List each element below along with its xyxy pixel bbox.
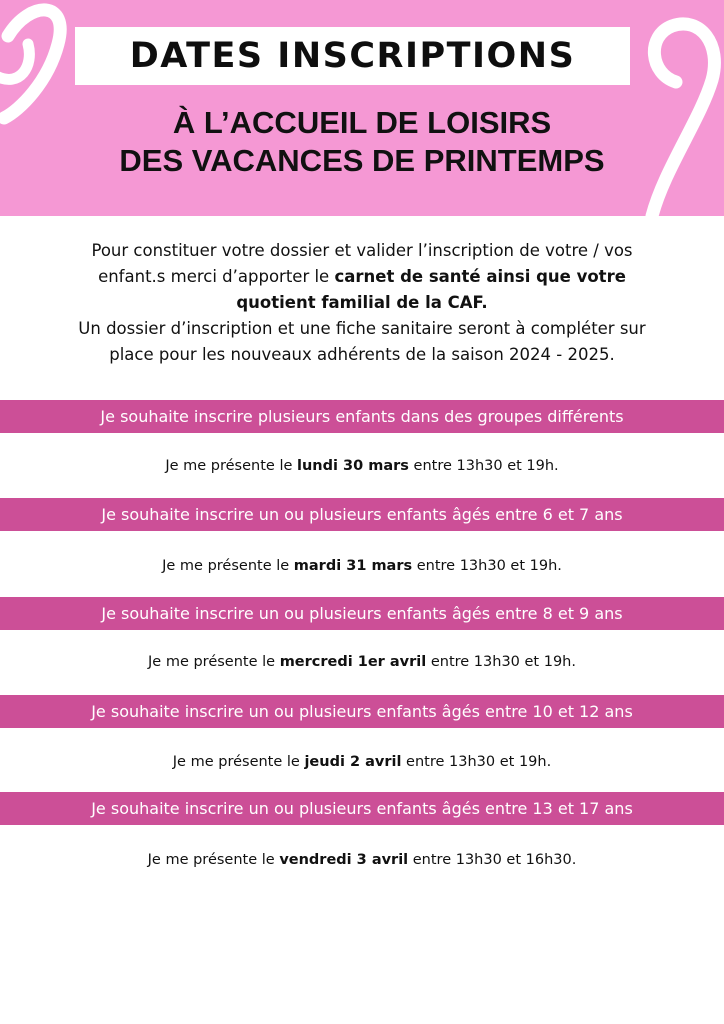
intro-text: enfant.s merci d’apporter le xyxy=(98,267,335,286)
subtitle-line-1: À L’ACCUEIL DE LOISIRS xyxy=(172,105,552,140)
date-day: mardi 31 mars xyxy=(293,558,413,574)
date-suffix: entre 13h30 et 19h. xyxy=(426,654,576,670)
date-day: lundi 30 mars xyxy=(297,458,409,474)
date-suffix: entre 13h30 et 19h. xyxy=(401,754,552,770)
header-banner xyxy=(0,0,724,216)
intro-line-5: place pour les nouveaux adhérents de la saison 2024 - 2025. xyxy=(109,345,615,364)
section-date-line xyxy=(0,752,724,772)
date-day: jeudi 2 avril xyxy=(304,754,402,770)
intro-line-3 xyxy=(30,290,694,316)
page-title: DATES INSCRIPTIONS xyxy=(129,36,576,76)
intro-line-1: Pour constituer votre dossier et valider l’inscription de votre / vos xyxy=(91,241,633,260)
section-date-line xyxy=(0,556,724,576)
date-prefix: Je me présente le xyxy=(148,654,280,670)
intro-paragraph xyxy=(30,238,694,368)
title-box xyxy=(75,27,630,85)
date-prefix: Je me présente le xyxy=(147,852,280,868)
intro-line-4: Un dossier d’inscription et une fiche sanitaire seront à compléter sur xyxy=(78,319,646,338)
section-date-line xyxy=(0,456,724,476)
section-heading-band: Je souhaite inscrire un ou plusieurs enfants âgés entre 10 et 12 ans xyxy=(0,695,724,728)
intro-line-2 xyxy=(30,264,694,290)
page-subtitle xyxy=(0,104,724,180)
section-heading-band: Je souhaite inscrire un ou plusieurs enfants âgés entre 13 et 17 ans xyxy=(0,792,724,825)
date-suffix: entre 13h30 et 19h. xyxy=(412,558,562,574)
section-date-line xyxy=(0,850,724,870)
date-prefix: Je me présente le xyxy=(172,754,305,770)
section-heading-band: Je souhaite inscrire plusieurs enfants dans des groupes différents xyxy=(0,400,724,433)
subtitle-line-2: DES VACANCES DE PRINTEMPS xyxy=(119,143,605,178)
intro-bold-text: quotient familial de la CAF. xyxy=(236,293,488,312)
date-day: vendredi 3 avril xyxy=(279,852,409,868)
section-heading-band: Je souhaite inscrire un ou plusieurs enfants âgés entre 8 et 9 ans xyxy=(0,597,724,630)
section-heading-band: Je souhaite inscrire un ou plusieurs enfants âgés entre 6 et 7 ans xyxy=(0,498,724,531)
section-date-line xyxy=(0,652,724,672)
date-prefix: Je me présente le xyxy=(165,458,297,474)
date-suffix: entre 13h30 et 16h30. xyxy=(408,852,577,868)
intro-bold-text: carnet de santé ainsi que votre xyxy=(334,267,626,286)
date-prefix: Je me présente le xyxy=(162,558,294,574)
date-day: mercredi 1er avril xyxy=(279,654,427,670)
date-suffix: entre 13h30 et 19h. xyxy=(408,458,559,474)
